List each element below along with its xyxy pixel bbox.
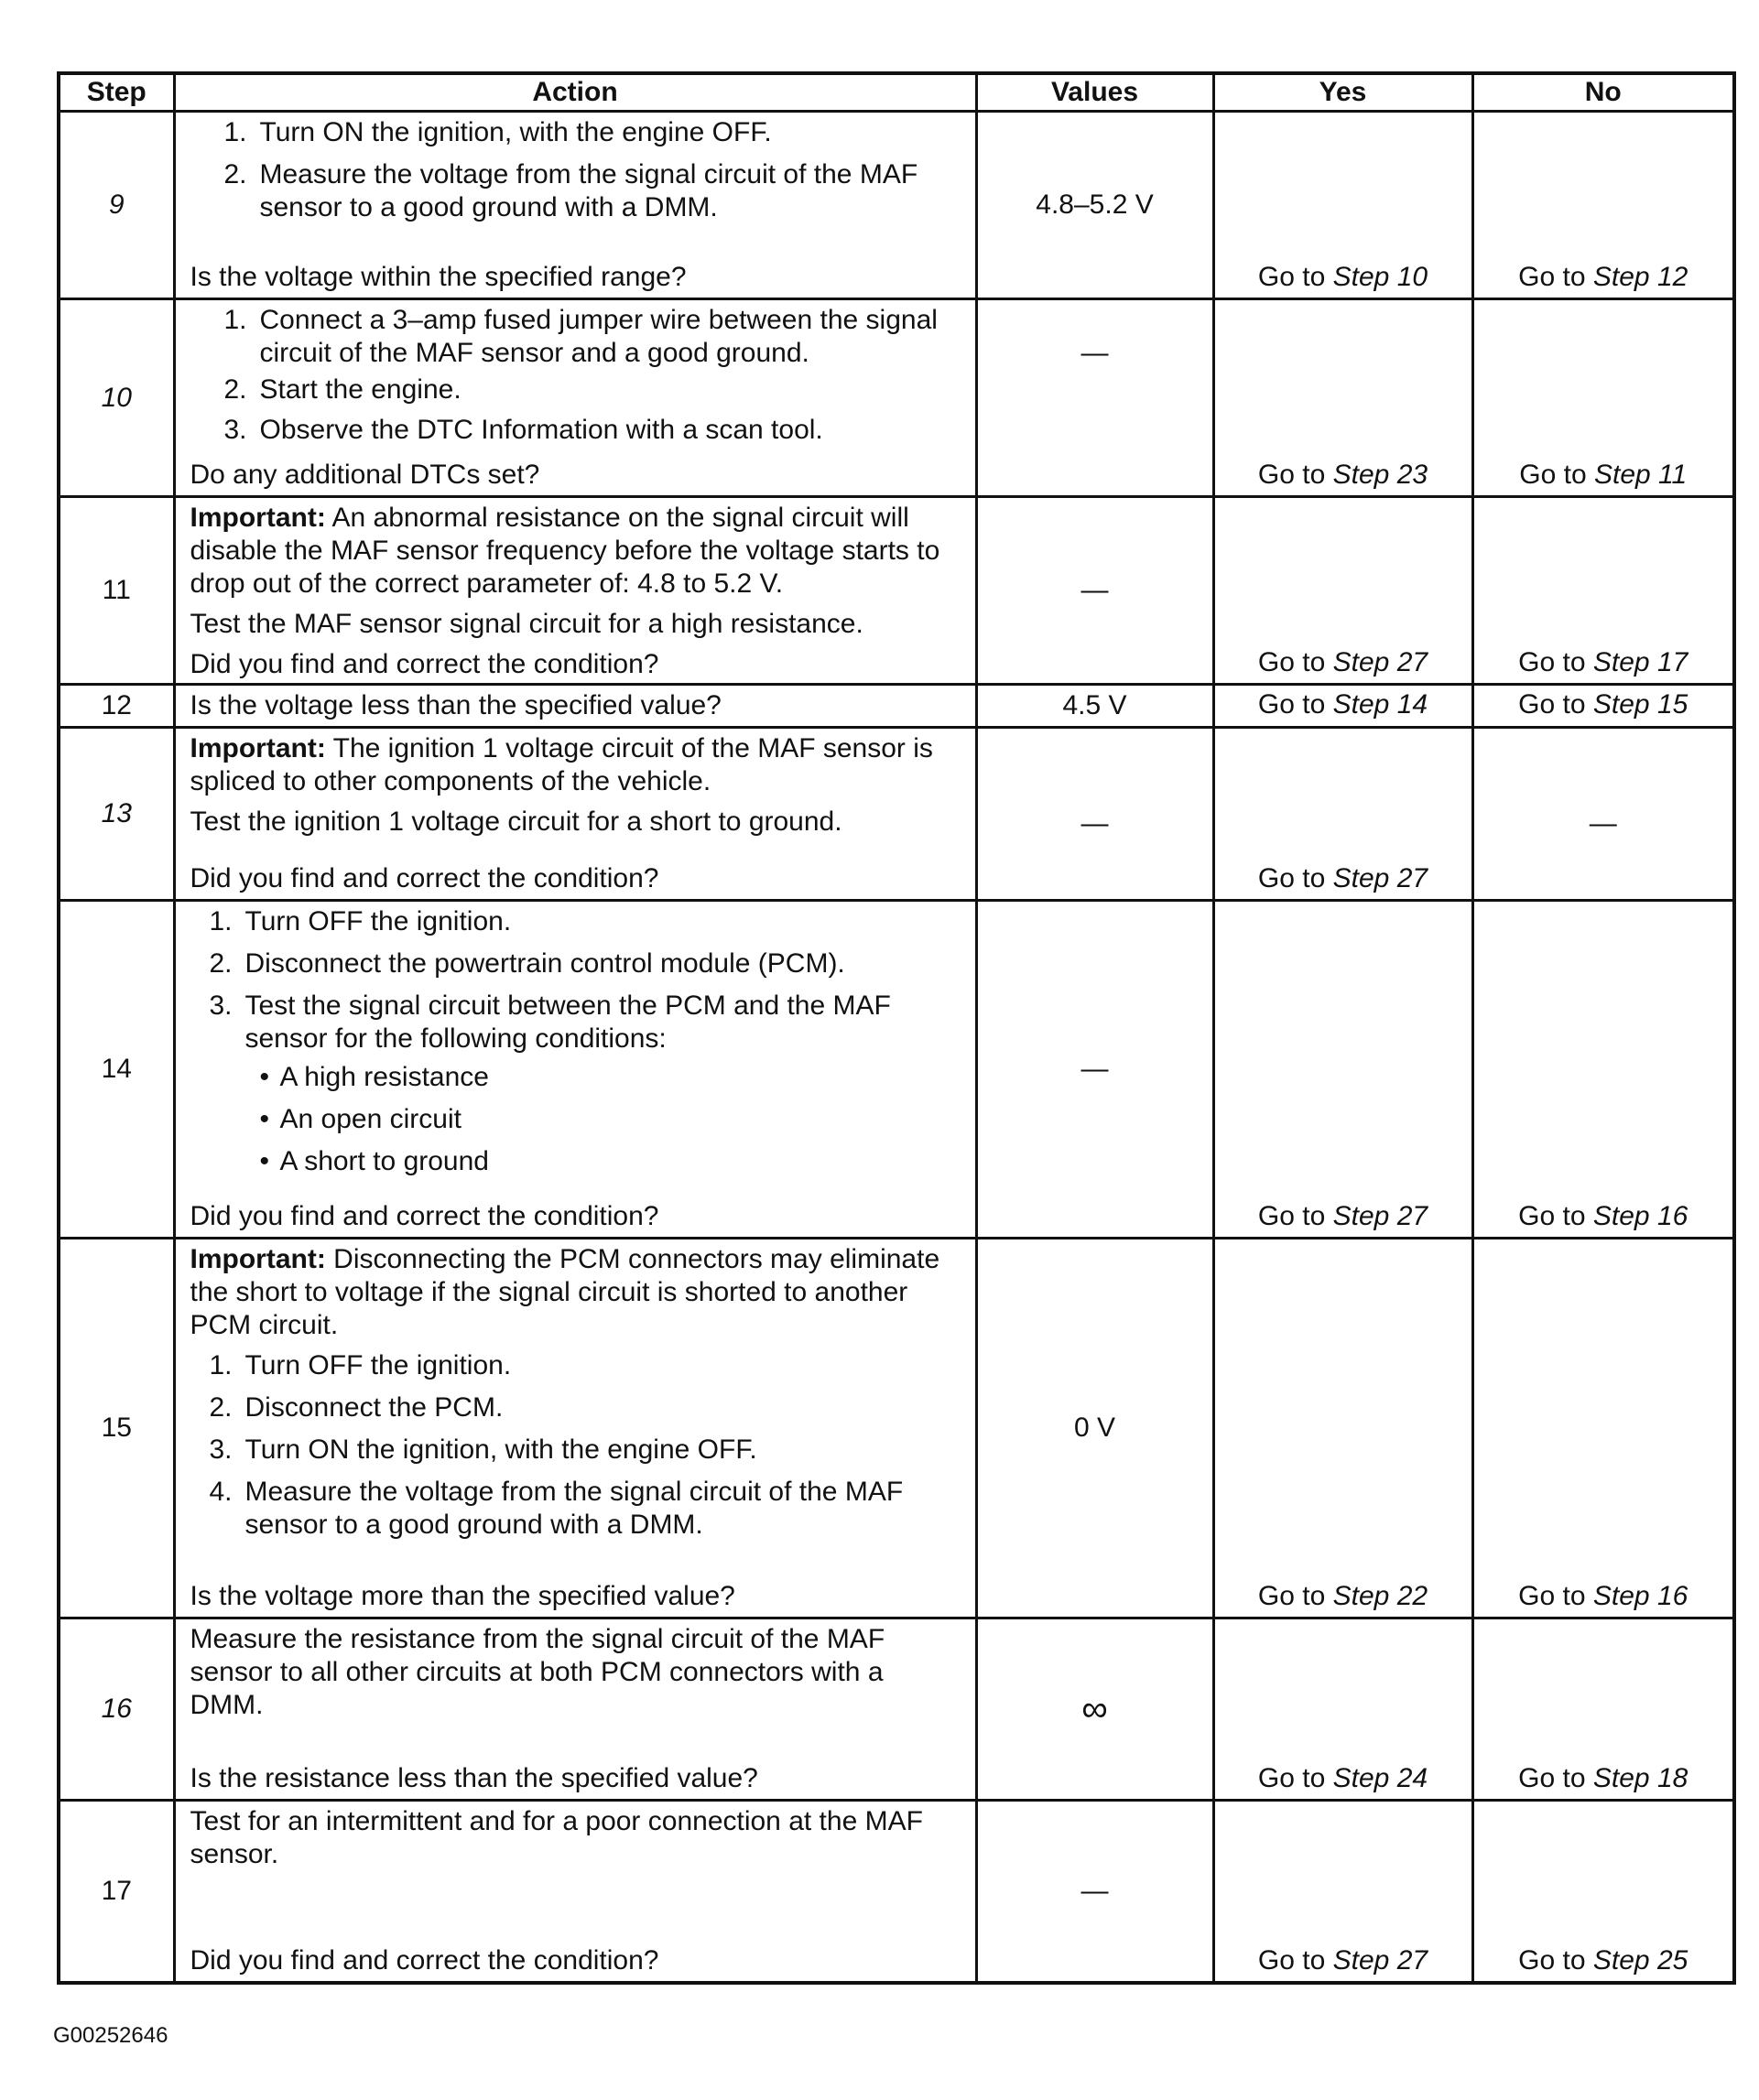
action-steps [190,905,962,1055]
important-note: Important: An abnormal resistance on the signal circuit will disable the MAF sensor frequency before the voltage starts to drop out of the correct parameter of: 4.8 to 5.2 V. [190,503,940,599]
yes-goto-step: Step 10 [1332,262,1428,292]
yes-goto-cell: Go to Step 27 [1213,901,1472,1239]
action-question: Did you find and correct the condition? [190,1945,659,1976]
no-goto-cell: Go to Step 11 [1472,299,1734,497]
header-no: No [1472,73,1734,112]
yes-goto-cell: Go to Step 27 [1213,497,1472,685]
value-cell: — [976,497,1213,685]
header-yes: Yes [1213,73,1472,112]
table-row-step-16 [59,1618,1734,1801]
action-cell [174,1618,976,1801]
yes-goto-cell: Go to Step 10 [1213,112,1472,299]
figure-code: G00252646 [53,2023,168,2048]
yes-goto-step: Step 27 [1332,1945,1428,1976]
step-number: 12 [59,685,174,728]
no-goto-step: Step 15 [1592,688,1688,720]
table-row-step-12 [59,685,1734,728]
no-goto-cell: Go to Step 16 [1472,901,1734,1239]
yes-goto-cell: Go to Step 23 [1213,299,1472,497]
list-item: 1. Turn OFF the ignition. [209,906,512,936]
yes-goto-step: Step 23 [1332,460,1428,490]
yes-goto-step: Step 27 [1332,863,1428,893]
action-text: Measure the resistance from the signal circuit of the MAF sensor to all other circuits at both PCM connectors with a DMM. [190,1624,885,1720]
action-steps [190,116,962,233]
step-number: 14 [59,901,174,1239]
no-goto-cell: Go to Step 12 [1472,112,1734,299]
action-question: Is the resistance less than the specified value? [190,1763,758,1793]
step-number: 13 [59,728,174,901]
list-item: 1. Connect a 3–amp fused jumper wire between the signal circuit of the MAF sensor and a good ground. [223,305,938,368]
header-values: Values [976,73,1213,112]
step-number: 10 [59,299,174,497]
action-question: Do any additional DTCs set? [190,460,540,490]
no-goto-cell: — [1472,728,1734,901]
table-row-step-14 [59,901,1734,1239]
value-cell: — [976,901,1213,1239]
no-goto-step: Step 12 [1592,262,1688,292]
list-item: • A short to ground [259,1146,489,1176]
list-item: 2. Measure the voltage from the signal circuit of the MAF sensor to a good ground with a DMM. [223,159,918,222]
header-action: Action [174,73,976,112]
action-text: Test for an intermittent and for a poor connection at the MAF sensor. [190,1806,923,1869]
yes-goto-cell: Go to Step 22 [1213,1239,1472,1618]
value-cell: 4.8–5.2 V [976,112,1213,299]
yes-goto-cell: Go to Step 27 [1213,1801,1472,1984]
no-goto-cell: Go to Step 18 [1472,1618,1734,1801]
list-item: 4. Measure the voltage from the signal circuit of the MAF sensor to a good ground with a DMM. [209,1477,904,1540]
action-question: Is the voltage within the specified range? [190,262,687,292]
list-item: 1. Turn ON the ignition, with the engine OFF. [223,117,772,147]
action-cell [174,901,976,1239]
diagnostic-table [57,71,1736,1985]
list-item: 3. Observe the DTC Information with a scan tool. [223,415,823,445]
table-row-step-10 [59,299,1734,497]
action-text: Test the MAF sensor signal circuit for a high resistance. [190,609,863,639]
list-item: 2. Start the engine. [223,374,461,405]
action-cell [174,1239,976,1618]
action-question: Is the voltage more than the specified value? [190,1581,735,1611]
no-goto-cell: Go to Step 16 [1472,1239,1734,1618]
no-goto-cell: Go to Step 25 [1472,1801,1734,1984]
step-number: 16 [59,1618,174,1801]
condition-bullets [190,1061,962,1178]
yes-goto-step: Step 27 [1332,647,1428,677]
value-cell: ∞ [976,1618,1213,1801]
action-question: Did you find and correct the condition? [190,1201,659,1231]
header-step: Step [59,73,174,112]
header-row [59,73,1734,112]
value-cell: 4.5 V [976,685,1213,728]
action-text: Test the ignition 1 voltage circuit for a short to ground. [190,806,842,837]
yes-goto-step: Step 24 [1332,1763,1428,1793]
action-steps [190,1349,962,1542]
table-row-step-11 [59,497,1734,685]
value-cell: 0 V [976,1239,1213,1618]
value-cell: — [976,1801,1213,1984]
list-item: 2. Disconnect the powertrain control module (PCM). [209,948,845,979]
list-item: • An open circuit [259,1104,461,1134]
important-note: Important: The ignition 1 voltage circuit of the MAF sensor is spliced to other components of the vehicle. [190,733,933,796]
step-number: 15 [59,1239,174,1618]
yes-goto-cell: Go to Step 24 [1213,1618,1472,1801]
action-cell [174,299,976,497]
action-cell [174,112,976,299]
yes-goto-cell: Go to Step 27 [1213,728,1472,901]
action-cell [174,685,976,728]
important-note: Important: Disconnecting the PCM connectors may eliminate the short to voltage if the signal circuit is shorted to another PCM circuit. [190,1244,940,1340]
value-cell: — [976,299,1213,497]
no-goto-step: Step 18 [1592,1763,1688,1793]
no-goto-cell: Go to Step 17 [1472,497,1734,685]
no-goto-step: Step 11 [1594,460,1688,490]
action-cell [174,1801,976,1984]
list-item: 3. Test the signal circuit between the PCM and the MAF sensor for the following conditions: [209,990,891,1054]
no-goto-step: Step 16 [1592,1581,1688,1611]
no-goto-step: Step 16 [1592,1201,1688,1231]
action-question: Is the voltage less than the specified value? [190,690,722,720]
list-item: • A high resistance [259,1062,489,1092]
yes-goto-step: Step 22 [1332,1581,1428,1611]
list-item: 1. Turn OFF the ignition. [209,1350,512,1380]
list-item: 3. Turn ON the ignition, with the engine OFF. [209,1434,757,1465]
action-question: Did you find and correct the condition? [190,649,659,679]
yes-goto-cell: Go to Step 14 [1213,685,1472,728]
table-row-step-15 [59,1239,1734,1618]
no-goto-cell: Go to Step 15 [1472,685,1734,728]
no-goto-step: Step 25 [1592,1945,1688,1976]
step-number: 9 [59,112,174,299]
step-number: 17 [59,1801,174,1984]
action-question: Did you find and correct the condition? [190,863,659,893]
yes-goto-step: Step 14 [1332,688,1428,720]
yes-goto-step: Step 27 [1332,1201,1428,1231]
list-item: 2. Disconnect the PCM. [209,1392,504,1423]
table-row-step-17 [59,1801,1734,1984]
table-row-step-9 [59,112,1734,299]
value-cell: — [976,728,1213,901]
action-cell [174,728,976,901]
no-goto-step: Step 17 [1592,647,1688,677]
table-row-step-13 [59,728,1734,901]
step-number: 11 [59,497,174,685]
action-steps [190,304,962,450]
diagnostic-table-sheet [57,71,1732,1985]
action-cell [174,497,976,685]
